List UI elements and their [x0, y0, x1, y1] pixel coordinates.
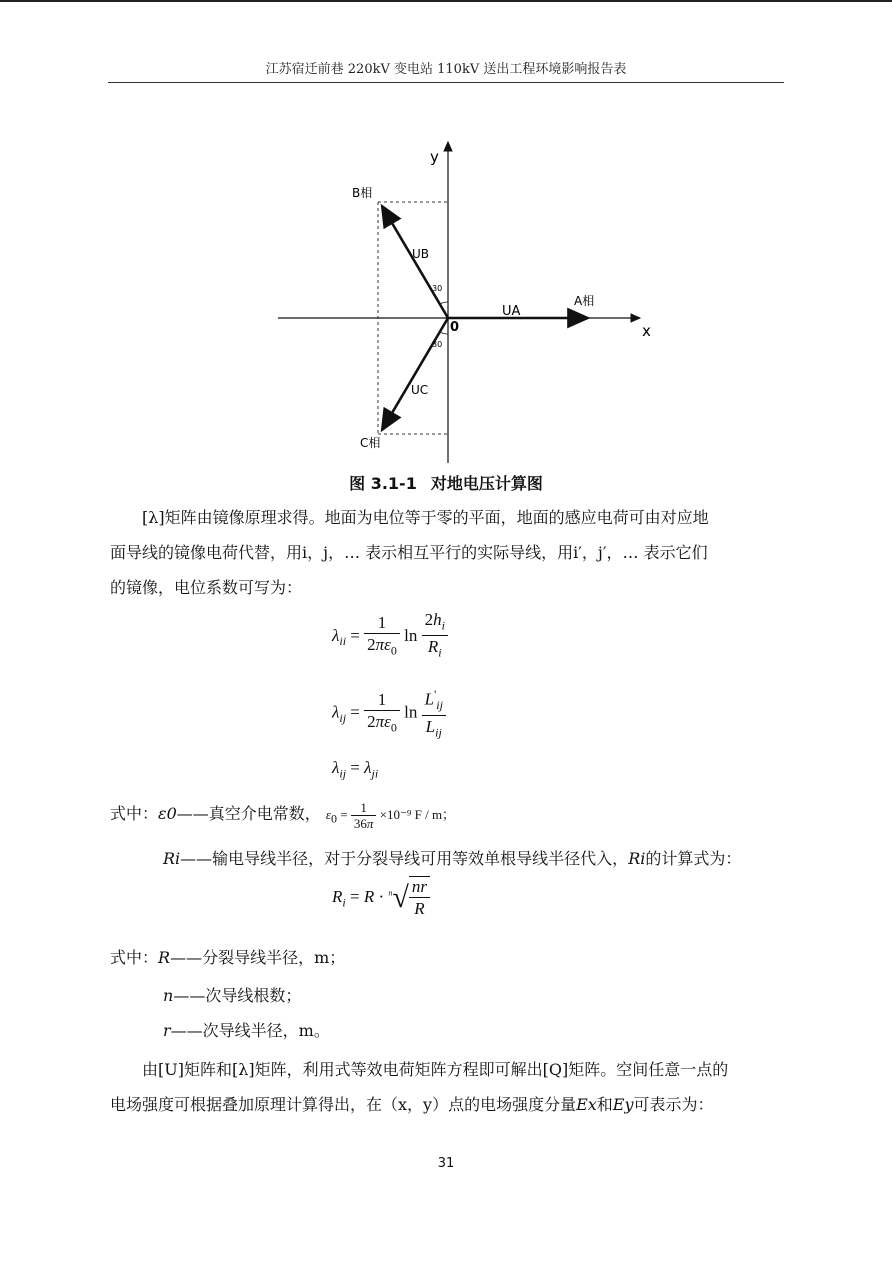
angle-top-label: 30: [432, 284, 443, 293]
paragraph-line: 由[U]矩阵和[λ]矩阵，利用式等效电荷矩阵方程即可解出[Q]矩阵。空间任意一点的: [142, 1060, 729, 1079]
n-text: ——次导线根数；: [173, 986, 302, 1005]
r-definition: [110, 945, 345, 968]
figure-caption: [108, 471, 784, 494]
ey-symbol: Ey: [612, 1095, 634, 1114]
page-number: 31: [437, 1156, 455, 1171]
n-symbol: n: [163, 986, 174, 1005]
origin-label: 0: [450, 320, 460, 335]
ri-text-2: 的计算式为：: [645, 849, 742, 868]
vector-ub: [382, 206, 448, 318]
rr-definition: [163, 1018, 330, 1041]
r-text: ——分裂导线半径，m；: [170, 948, 346, 967]
a-phase-label: A相: [574, 294, 595, 308]
x-axis-label: x: [642, 322, 651, 340]
vector-uc: [382, 318, 448, 430]
angle-bottom-label: 30: [432, 340, 443, 349]
r-prefix: 式中：: [110, 948, 159, 967]
ri-symbol-2: Ri: [628, 849, 646, 868]
epsilon-definition: 式中：ε0——真空介电常数， $\varepsilon_0$ = $\frac{1}{36\pi}$ ×10⁻⁹ F / m；: [110, 800, 456, 831]
rr-symbol: r: [163, 1021, 171, 1040]
top-border: [0, 0, 892, 2]
ub-label: UB: [412, 247, 430, 261]
n-definition: [163, 983, 301, 1006]
ua-label: UA: [502, 304, 521, 319]
b-phase-label: B相: [352, 186, 373, 200]
equation-lambda-ij: $\lambda_{ij}$ = $\frac{1}{2\pi\varepsilon_0}$ ln $\frac{L'_{ij}}{L_{ij}}$: [332, 684, 446, 743]
equation-lambda-symmetric: $\lambda_{ij} = \lambda_{ji}$: [332, 758, 379, 781]
paragraph-line: 的镜像，电位系数可写为：: [110, 578, 303, 597]
eps-symbol: ε0: [158, 803, 177, 823]
p2-text-a: 电场强度可根据叠加原理计算得出，在（x，y）点的电场强度分量: [110, 1095, 577, 1114]
page-header: 江苏宿迁前巷 220kV 变电站 110kV 送出工程环境影响报告表: [265, 62, 627, 77]
paragraph-line: 面导线的镜像电荷代替，用i，j，… 表示相互平行的实际导线，用i′，j′，… 表示它们: [110, 543, 708, 562]
ri-symbol: Ri: [163, 849, 181, 868]
caption-text: 对地电压计算图: [430, 474, 543, 493]
equation-ri: $R_i = R \cdot ^n√$ $\frac{nr}{R}$: [332, 876, 430, 920]
angle-arc-top: [440, 302, 448, 304]
ri-definition: [163, 846, 741, 869]
eps-prefix: 式中：: [110, 803, 159, 823]
c-phase-label: C相: [360, 436, 381, 450]
angle-arc-bottom: [440, 332, 448, 334]
equation-lambda-ii: $\lambda_{ii}$ = $\frac{1}{2\pi\varepsilon_0}$ ln $\frac{2h_i}{R_i}$: [332, 610, 448, 664]
p2-text-b: 可表示为：: [633, 1095, 714, 1114]
header-rule: [108, 82, 784, 83]
eps-text: ——真空介电常数，: [176, 803, 321, 823]
ex-symbol: Ex: [576, 1095, 597, 1114]
voltage-diagram: [270, 138, 690, 468]
paragraph-line: [λ]矩阵由镜像原理求得。地面为电位等于零的平面，地面的感应电荷可由对应地: [142, 508, 709, 527]
caption-number: 图 3.1-1: [349, 474, 417, 493]
eps-formula-tail: ×10⁻⁹ F / m；: [379, 806, 456, 822]
ri-text: ——输电导线半径，对于分裂导线可用等效单根导线半径代入，: [180, 849, 629, 868]
r-symbol: R: [158, 948, 171, 967]
uc-label: UC: [411, 383, 429, 397]
rr-text: ——次导线半径，m。: [170, 1021, 330, 1040]
y-axis-label: y: [430, 148, 439, 166]
and-text: 和: [596, 1095, 613, 1114]
paragraph-line: [110, 1087, 782, 1122]
